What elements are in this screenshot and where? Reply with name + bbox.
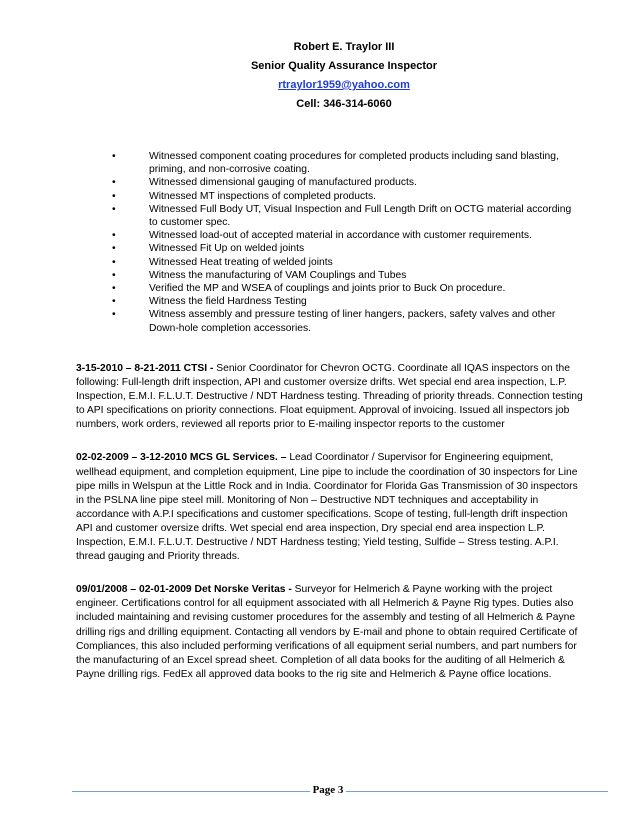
list-item [112,203,582,229]
job-description: Lead Coordinator / Supervisor for Engineering equipment, wellhead equipment, and completion equipment, Line pipe to include the coordination of 30 inspectors for Line pipe mills in Welspun at the Little Rock and in India. Coordinator for Florida Gas Transmission of 30 inspectors in the PSLNA line pipe steel mill. Monitoring of Non – Destructive NDT techniques and acceptability in accordance with A.P.I specifications and customer specifications. Scope of testing, full-length drift inspection API and customer oversize drifts. Wet special end area inspection, Dry special end area inspection L.P. Inspection, E.M.I. F.L.U.T. Destructive / NDT Hardness testing; Yield testing, Sulfide – Stress testing. A.P.I. thread gauging and Priority threads. [76,452,578,563]
duty-text: Witnessed MT inspections of completed products. [149,190,377,202]
job-heading: 09/01/2008 – 02-01-2009 Det Norske Veritas - [76,584,292,596]
list-item [112,242,582,255]
job-heading: 3-15-2010 – 8-21-2011 CTSI - [76,363,214,374]
duty-text: Witnessed component coating procedures for completed products including sand blasting, priming, and non-corrosive coating. [149,151,559,176]
job-entry-mcs [76,451,584,564]
job-entry-ctsi [76,362,584,432]
duty-text: Witnessed dimensional gauging of manufactured products. [149,177,417,189]
bullet-icon: • [112,190,116,202]
duty-text: Witness the manufacturing of VAM Couplings and Tubes [149,269,407,281]
bullet-icon: • [112,269,116,281]
job-description: Senior Coordinator for Chevron OCTG. Coordinate all IQAS inspectors on the following: Full-length drift inspection, API and customer oversize drifts. Wet special end area inspection, L.P. Inspection, E.M.I. F.L.U.T. Destructive / NDT Hardness testing. Threading of priority threads. Connection testing to API specifications on priority connections. Float equipment. Approval of invoicing. Issued all inspectors job numbers, work orders, reviewed all reports prior to E-mailing inspector reports to the customer [76,363,583,431]
candidate-name: Robert E. Traylor III [293,41,395,53]
list-item [112,295,582,308]
bullet-icon: • [112,177,116,189]
duty-text: Verified the MP and WSEA of couplings and joints prior to Buck On procedure. [149,283,506,295]
duty-text: Witnessed Fit Up on welded joints [149,243,305,255]
duty-text: Witness the field Hardness Testing [149,296,307,308]
page-number: Page 3 [312,784,344,796]
duty-text: Witnessed Heat treating of welded joints [149,256,333,268]
bullet-icon: • [112,151,116,162]
duty-text: Witness assembly and pressure testing of liner hangers, packers, safety valves and other Down-hole completion accessories. [149,309,556,334]
candidate-title: Senior Quality Assurance Inspector [250,60,438,72]
footer-rule-left [72,791,310,792]
job-heading: 02-02-2009 – 3-12-2010 MCS GL Services. – [76,452,287,464]
list-item [112,176,582,189]
list-item [112,269,582,282]
list-item [112,256,582,269]
list-item [112,190,582,203]
list-item [112,282,582,295]
bullet-icon: • [112,243,116,255]
duties-list [112,150,582,335]
bullet-icon: • [112,203,116,215]
list-item [112,229,582,242]
footer-rule-right [346,791,608,792]
cell-phone: Cell: 346-314-6060 [296,98,392,110]
job-entry-dnv [76,583,584,682]
email-link[interactable]: rtraylor1959@yahoo.com [278,79,410,91]
resume-header [0,38,638,114]
duty-text: Witnessed load-out of accepted material in accordance with customer requirements. [149,230,532,242]
bullet-icon: • [112,283,116,295]
list-item [112,308,582,334]
employment-history [76,362,584,701]
bullet-icon: • [112,309,116,321]
list-item [112,150,582,176]
duty-text: Witnessed Full Body UT, Visual Inspection and Full Length Drift on OCTG material according to customer spec. [149,203,572,229]
job-description: Surveyor for Helmerich & Payne working with the project engineer. Certifications control for all equipment associated with all Helmerich & Payne Rig types. Duties also included maintaining and revising customer procedures for the assembly and testing of all Helmerich & Payne drilling rigs and drilling equipment. Contacting all vendors by E-mail and phone to obtain required Certificate of Compliances, this also included performing verifications of all equipment serial numbers, and part numbers for the manufacturing of an Excel spread sheet. Completion of all data books for the auditing of all Helmerich & Payne drilling rigs. FedEx all approved data books to the rig site and Helmerich & Payne office locations. [76,584,578,680]
bullet-icon: • [112,256,116,268]
bullet-icon: • [112,296,116,308]
bullet-icon: • [112,230,116,242]
